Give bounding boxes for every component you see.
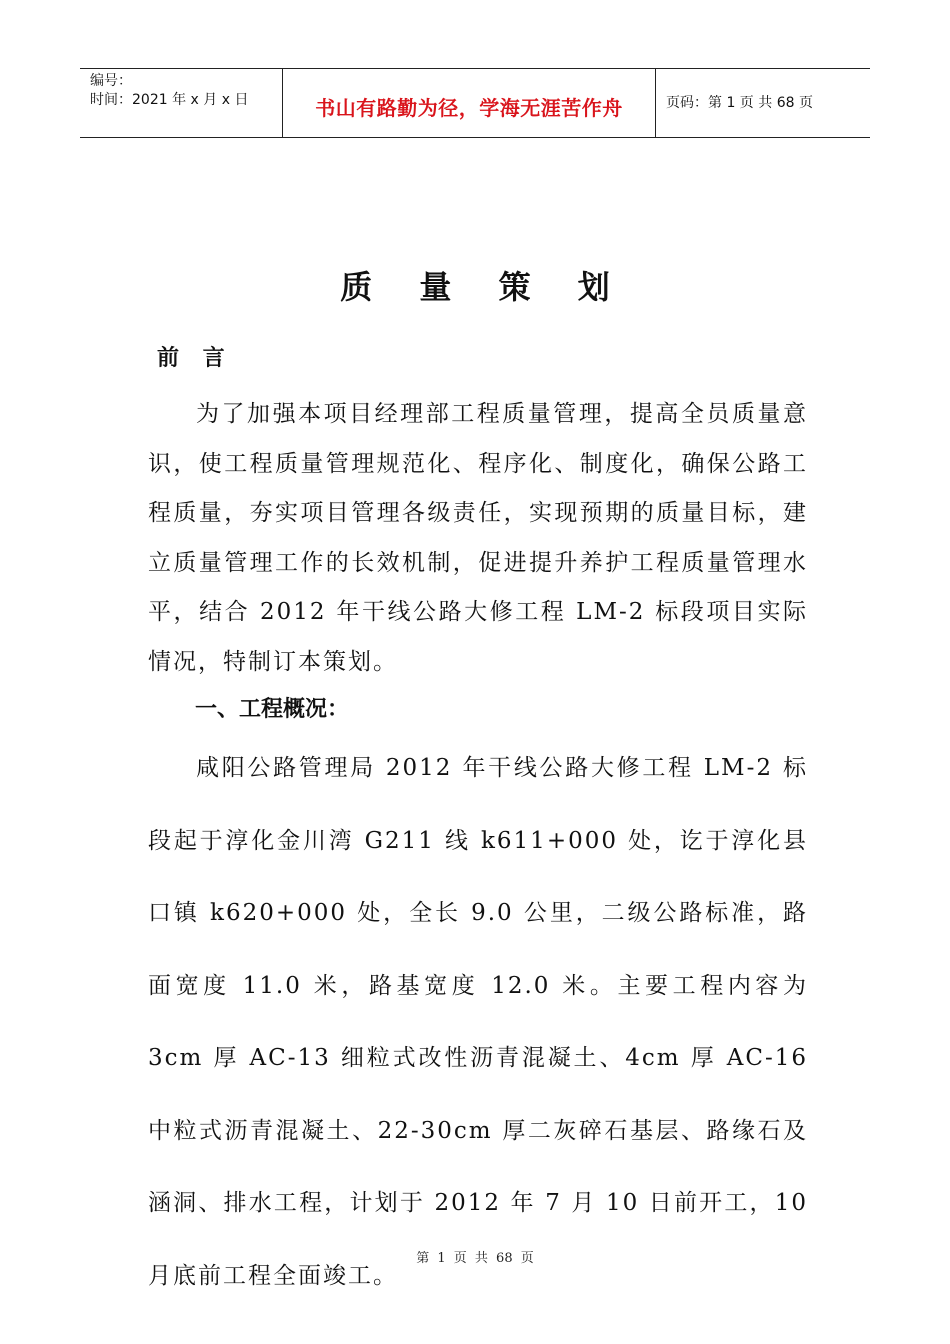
header-meta-cell bbox=[80, 69, 282, 137]
document-date-label: 时间：2021 年 x 月 x 日 bbox=[90, 92, 249, 108]
header-page-cell bbox=[656, 69, 870, 137]
document-number-label: 编号： bbox=[90, 73, 132, 89]
project-overview-paragraph: 咸阳公路管理局 2012 年干线公路大修工程 LM-2 标段起于淳化金川湾 G211 线 k611+000 处，讫于淳化县口镇 k620+000 处，全长 9.0 公里，二级公路标准，路面宽度 11.0 米，路基宽度 12.0 米。主要工程内容为 3cm 厚 AC-13 细粒式改性沥青混凝土、4cm 厚 AC-16 中粒式沥青混凝土、22-30cm 厚二灰碎石基层、路缘石及涵洞、排水工程，计划于 2012 年 7 月 10 日前开工，10 月底前工程全面竣工。 bbox=[148, 755, 808, 1289]
preface-heading: 前 言 bbox=[157, 346, 233, 371]
header-motto-cell bbox=[282, 69, 656, 137]
header-page-info: 页码：第 1 页 共 68 页 bbox=[666, 95, 813, 111]
document-title: 质 量 策 划 bbox=[340, 268, 628, 306]
preface-paragraph: 为了加强本项目经理部工程质量管理，提高全员质量意识，使工程质量管理规范化、程序化、制度化，确保公路工程质量，夯实项目管理各级责任，实现预期的质量目标，建立质量管理工作的长效机制，促进提升养护工程质量管理水平，结合 2012 年干线公路大修工程 LM-2 标段项目实际情况，特制订本策划。 bbox=[148, 401, 808, 675]
page-footer: 第 1 页 共 68 页 bbox=[416, 1251, 534, 1266]
page-header bbox=[80, 68, 870, 138]
section-heading-project-overview: 一、工程概况： bbox=[195, 697, 350, 722]
header-motto: 书山有路勤为径，学海无涯苦作舟 bbox=[315, 96, 623, 120]
